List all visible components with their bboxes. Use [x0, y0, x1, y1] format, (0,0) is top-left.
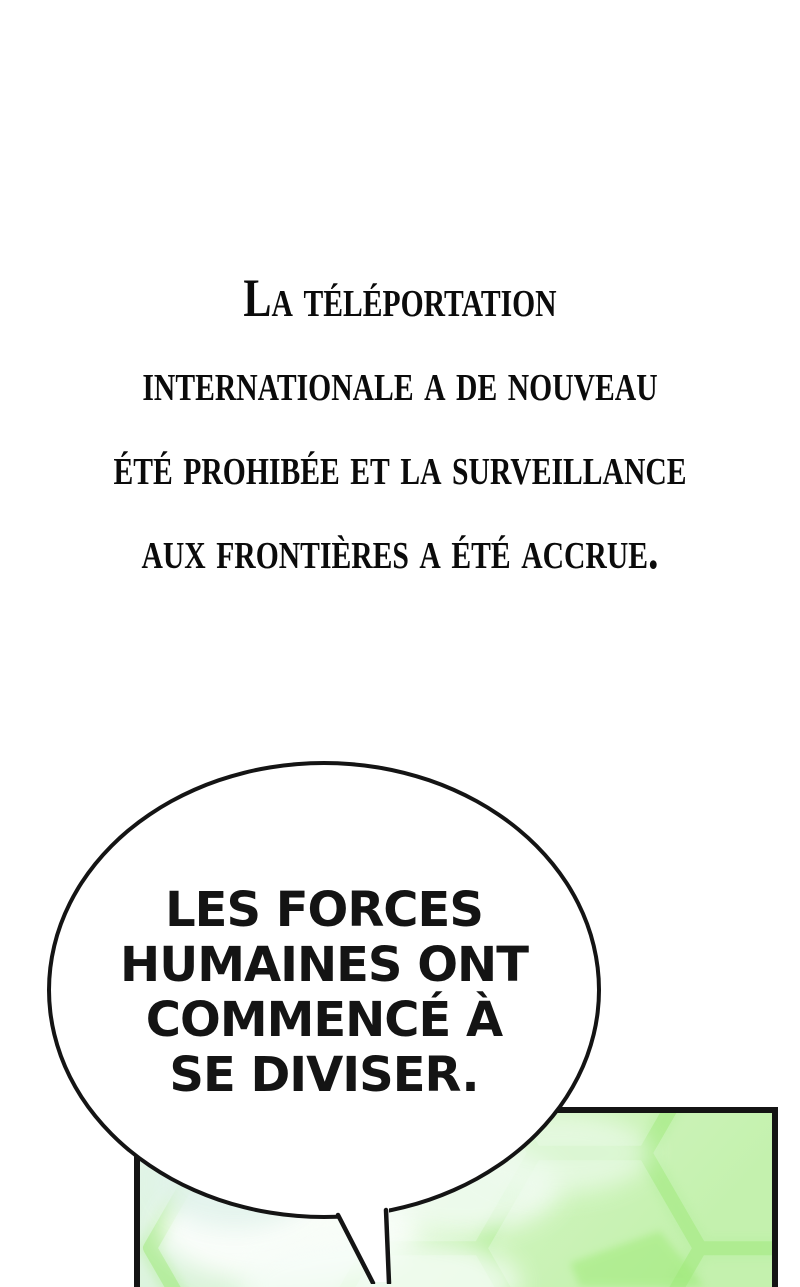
narration-caption	[88, 256, 712, 592]
narration-line: aux frontières a été accrue.	[141, 520, 659, 580]
speech-line: COMMENCÉ À	[145, 992, 503, 1048]
speech-bubble	[47, 761, 601, 1219]
speech-bubble-tail	[320, 1190, 404, 1284]
speech-bubble-text	[120, 883, 528, 1103]
speech-line: LES FORCES	[165, 882, 483, 938]
narration-line: été prohibée et la surveillance	[113, 436, 687, 496]
speech-line: SE DIVISER.	[169, 1047, 479, 1103]
speech-line: HUMAINES ONT	[120, 937, 528, 993]
narration-line: internationale a de nouveau	[142, 352, 658, 412]
narration-line: La téléportation	[243, 268, 557, 328]
